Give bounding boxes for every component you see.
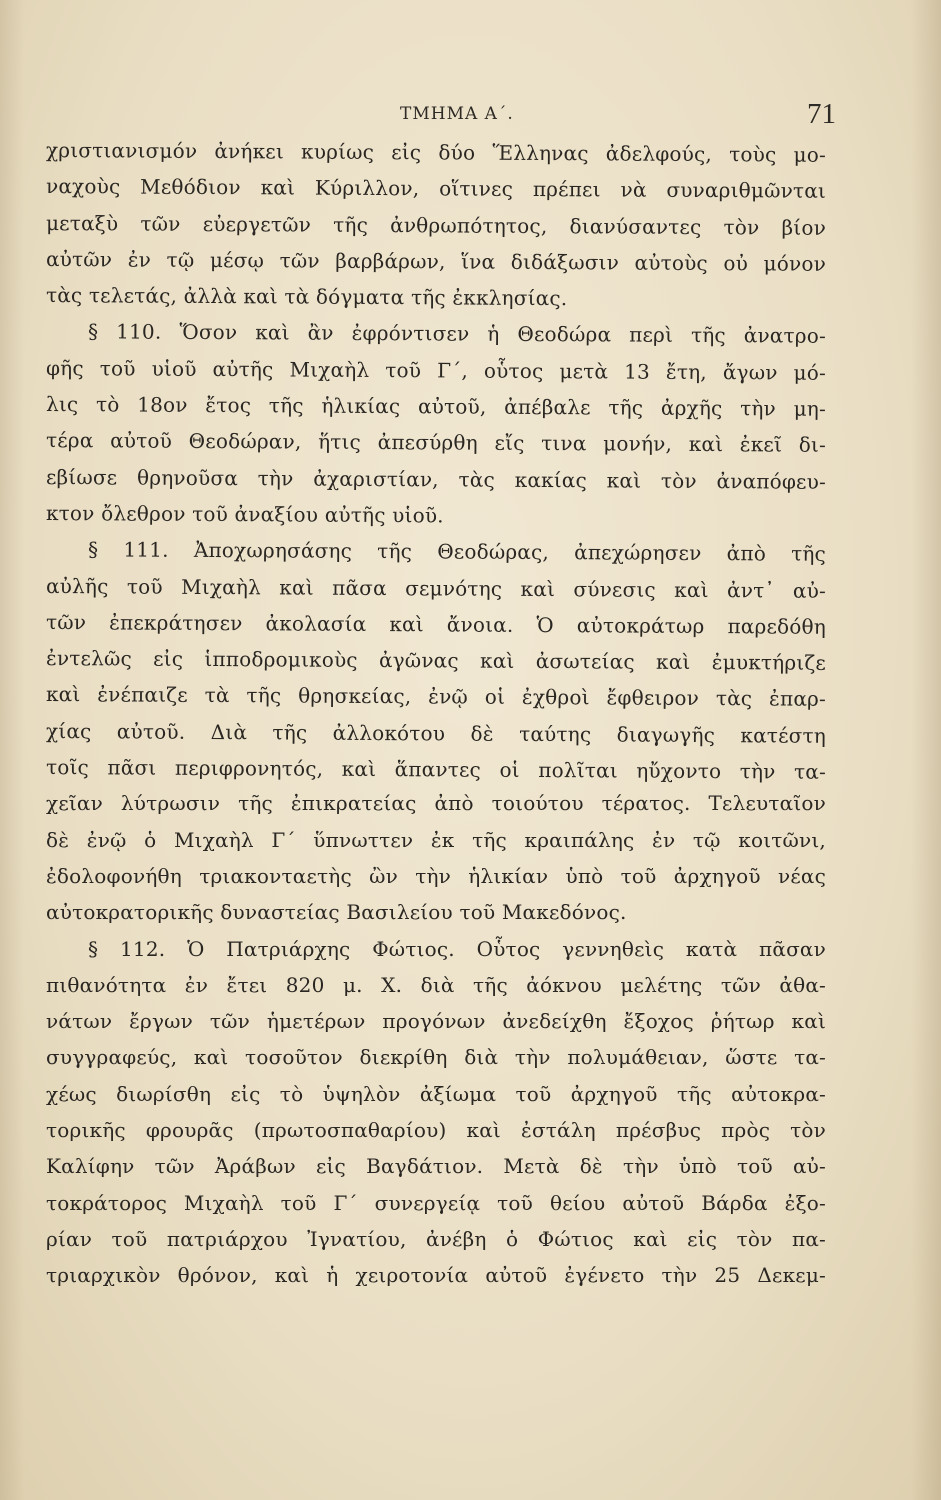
page-edge-shadow-left [0,0,24,1500]
text-line: νάτων ἔργων τῶν ἡμετέρων προγόνων ἀνεδείχθη ἔξοχος ῥήτωρ καὶ [46,1009,826,1034]
text-line: φῆς τοῦ υἱοῦ αὐτῆς Μιχαὴλ τοῦ Γ΄, οὗτος μετὰ 13 ἔτη, ἄγων μό- [45,355,827,385]
page-header [0,96,941,136]
text-line: Καλίφην τῶν Ἀράβων εἰς Βαγδάτιον. Μετὰ δὲ τὴν ὑπὸ τοῦ αὐ- [46,1154,826,1179]
text-line: τὰς τελετάς, ἀλλὰ καὶ τὰ δόγματα τῆς ἐκκλησίας. [45,283,568,311]
text-line: χίας αὐτοῦ. Διὰ τῆς ἀλλοκότου δὲ ταύτης διαγωγῆς κατέστη [45,718,827,748]
text-line: χεῖαν λύτρωσιν τῆς ἐπικρατείας ἀπὸ τοιούτου τέρατος. Τελευταῖον [46,791,826,816]
text-line: αὐλῆς τοῦ Μιχαὴλ καὶ πᾶσα σεμνότης καὶ σύνεσις καὶ ἀντ᾽ αὐ- [45,573,827,603]
text-line: εβίωσε θρηνοῦσα τὴν ἀχαριστίαν, τὰς κακίας καὶ τὸν ἀναπόφευ- [45,464,827,494]
text-line: λις τὸ 18ον ἔτος τῆς ἡλικίας αὐτοῦ, ἀπέβαλε τῆς ἀρχῆς τὴν μη- [45,392,827,421]
text-line: πιθανότητα ἐν ἔτει 820 μ. Χ. διὰ τῆς ἀόκνου μελέτης τῶν ἀθα- [46,972,826,997]
text-line: χέως διωρίσθη εἰς τὸ ὑψηλὸν ἀξίωμα τοῦ ἀρχηγοῦ τῆς αὐτοκρα- [46,1081,826,1106]
text-line: αὐτοκρατορικῆς δυναστείας Βασιλείου τοῦ Μακεδόνος. [46,900,627,925]
text-line: δὲ ἐνῷ ὁ Μιχαὴλ Γ΄ ὕπνωττεν ἐκ τῆς κραιπάλης ἐν τῷ κοιτῶνι, [46,827,826,852]
text-line: χριστιανισμόν ἀνήκει κυρίως εἰς δύο Ἕλληνας ἀδελφούς, τοὺς μο- [45,138,827,167]
text-line: μεταξὺ τῶν εὐεργετῶν τῆς ἀνθρωπότητος, διανύσαντες τὸν βίον [45,210,827,240]
text-line: τέρα αὐτοῦ Θεοδώραν, ἥτις ἀπεσύρθη εἴς τινα μονήν, καὶ ἐκεῖ δι- [45,428,827,458]
text-line: ἐντελῶς εἰς ἱπποδρομικοὺς ἀγῶνας καὶ ἀσωτείας καὶ ἐμυκτήριζε [45,646,827,675]
text-line: ρίαν τοῦ πατριάρχου Ἰγνατίου, ἀνέβη ὁ Φώτιος καὶ εἰς τὸν πα- [46,1226,826,1251]
section-start-line: § 112. Ὁ Πατριάρχης Φώτιος. Οὗτος γεννηθεὶς κατὰ πᾶσαν [88,936,826,961]
text-line: τοκράτορος Μιχαὴλ τοῦ Γ΄ συνεργείᾳ τοῦ θείου αὐτοῦ Βάρδα ἐξο- [46,1190,826,1215]
text-line: αὐτῶν ἐν τῷ μέσῳ τῶν βαρβάρων, ἵνα διδάξωσιν αὐτοὺς οὐ μόνον [45,246,827,276]
page-number: 71 [807,98,836,130]
section-start-line: § 111. Ἀποχωρησάσης τῆς Θεοδώρας, ἀπεχώρησεν ἀπὸ τῆς [87,537,827,567]
running-head: ΤΜΗΜΑ Α΄. [400,104,514,124]
text-line: συγγραφεύς, καὶ τοσοῦτον διεκρίθη διὰ τὴν πολυμάθειαν, ὥστε τα- [46,1045,826,1070]
page-edge-shadow-right [911,0,941,1500]
section-start-line: § 110. Ὅσον καὶ ἂν ἐφρόντισεν ἡ Θεοδώρα περὶ τῆς ἀνατρο- [87,319,827,349]
text-line: ἐδολοφονήθη τριακονταετὴς ὢν τὴν ἡλικίαν ὑπὸ τοῦ ἀρχηγοῦ νέας [46,863,826,888]
text-line: ναχοὺς Μεθόδιον καὶ Κύριλλον, οἵτινες πρέπει νὰ συναριθμῶνται [45,174,827,204]
text-line: τοῖς πᾶσι περιφρονητός, καὶ ἅπαντες οἱ πολῖται ηὔχοντο τὴν τα- [45,755,827,784]
body-text [46,132,826,1294]
text-line: κτον ὄλεθρον τοῦ ἀναξίου αὐτῆς υἱοῦ. [45,500,444,528]
text-line: καὶ ἐνέπαιζε τὰ τῆς θρησκείας, ἐνῷ οἱ ἐχθροὶ ἔφθειρον τὰς ἐπαρ- [45,682,827,712]
text-line: τῶν ἐπεκράτησεν ἀκολασία καὶ ἄνοια. Ὁ αὐτοκράτωρ παρεδόθη [45,609,827,639]
text-line: τριαρχικὸν θρόνον, καὶ ἡ χειροτονία αὐτοῦ ἐγένετο τὴν 25 Δεκεμ- [46,1263,826,1288]
text-line: τορικῆς φρουρᾶς (πρωτοσπαθαρίου) καὶ ἐστάλη πρέσβυς πρὸς τὸν [46,1118,826,1143]
